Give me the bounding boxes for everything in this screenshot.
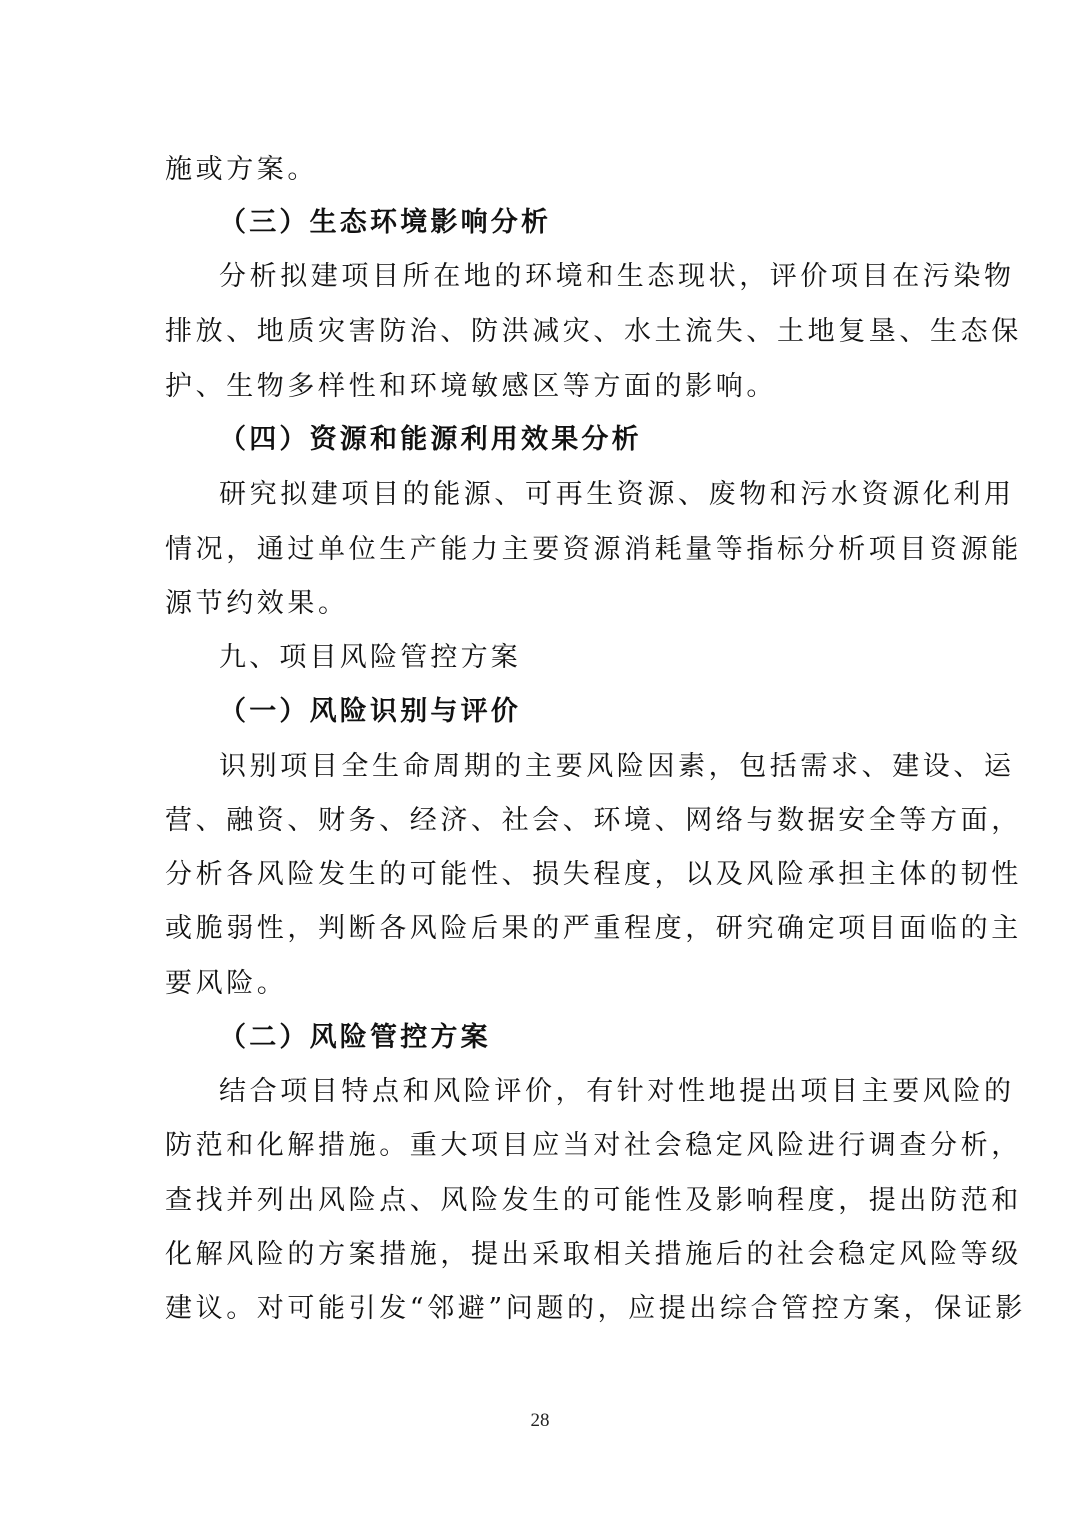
paragraph-line: 施或方案。 <box>165 154 318 185</box>
chapter-heading-risk: 九、项目风险管控方案 <box>219 642 521 673</box>
section-heading-ecology: （三）生态环境影响分析 <box>219 207 552 238</box>
paragraph-line: 要风险。 <box>165 968 288 999</box>
paragraph-line: 源节约效果。 <box>165 588 349 619</box>
paragraph-line: 排放、地质灾害防治、防洪减灾、水土流失、土地复垦、生态保 <box>165 316 1022 347</box>
paragraph-line: 营、融资、财务、经济、社会、环境、网络与数据安全等方面， <box>165 805 1022 836</box>
paragraph-line: 结合项目特点和风险评价，有针对性地提出项目主要风险的 <box>219 1076 1015 1107</box>
paragraph-line: 研究拟建项目的能源、可再生资源、废物和污水资源化利用 <box>219 479 1015 510</box>
section-heading-resources: （四）资源和能源利用效果分析 <box>219 424 642 455</box>
paragraph-line: 建议。对可能引发“邻避”问题的，应提出综合管控方案，保证影 <box>165 1293 1027 1324</box>
paragraph-line: 或脆弱性，判断各风险后果的严重程度，研究确定项目面临的主 <box>165 913 1022 944</box>
section-heading-risk-control: （二）风险管控方案 <box>219 1022 491 1053</box>
paragraph-line: 查找并列出风险点、风险发生的可能性及影响程度，提出防范和 <box>165 1185 1022 1216</box>
paragraph-line: 分析拟建项目所在地的环境和生态现状，评价项目在污染物 <box>219 261 1015 292</box>
section-heading-risk-identification: （一）风险识别与评价 <box>219 696 521 727</box>
paragraph-line: 分析各风险发生的可能性、损失程度，以及风险承担主体的韧性 <box>165 859 1022 890</box>
paragraph-line: 化解风险的方案措施，提出采取相关措施后的社会稳定风险等级 <box>165 1239 1022 1270</box>
paragraph-line: 情况，通过单位生产能力主要资源消耗量等指标分析项目资源能 <box>165 534 1022 565</box>
paragraph-line: 护、生物多样性和环境敏感区等方面的影响。 <box>165 371 777 402</box>
page-number: 28 <box>530 1410 550 1431</box>
paragraph-line: 识别项目全生命周期的主要风险因素，包括需求、建设、运 <box>219 751 1015 782</box>
paragraph-line: 防范和化解措施。重大项目应当对社会稳定风险进行调查分析， <box>165 1130 1022 1161</box>
